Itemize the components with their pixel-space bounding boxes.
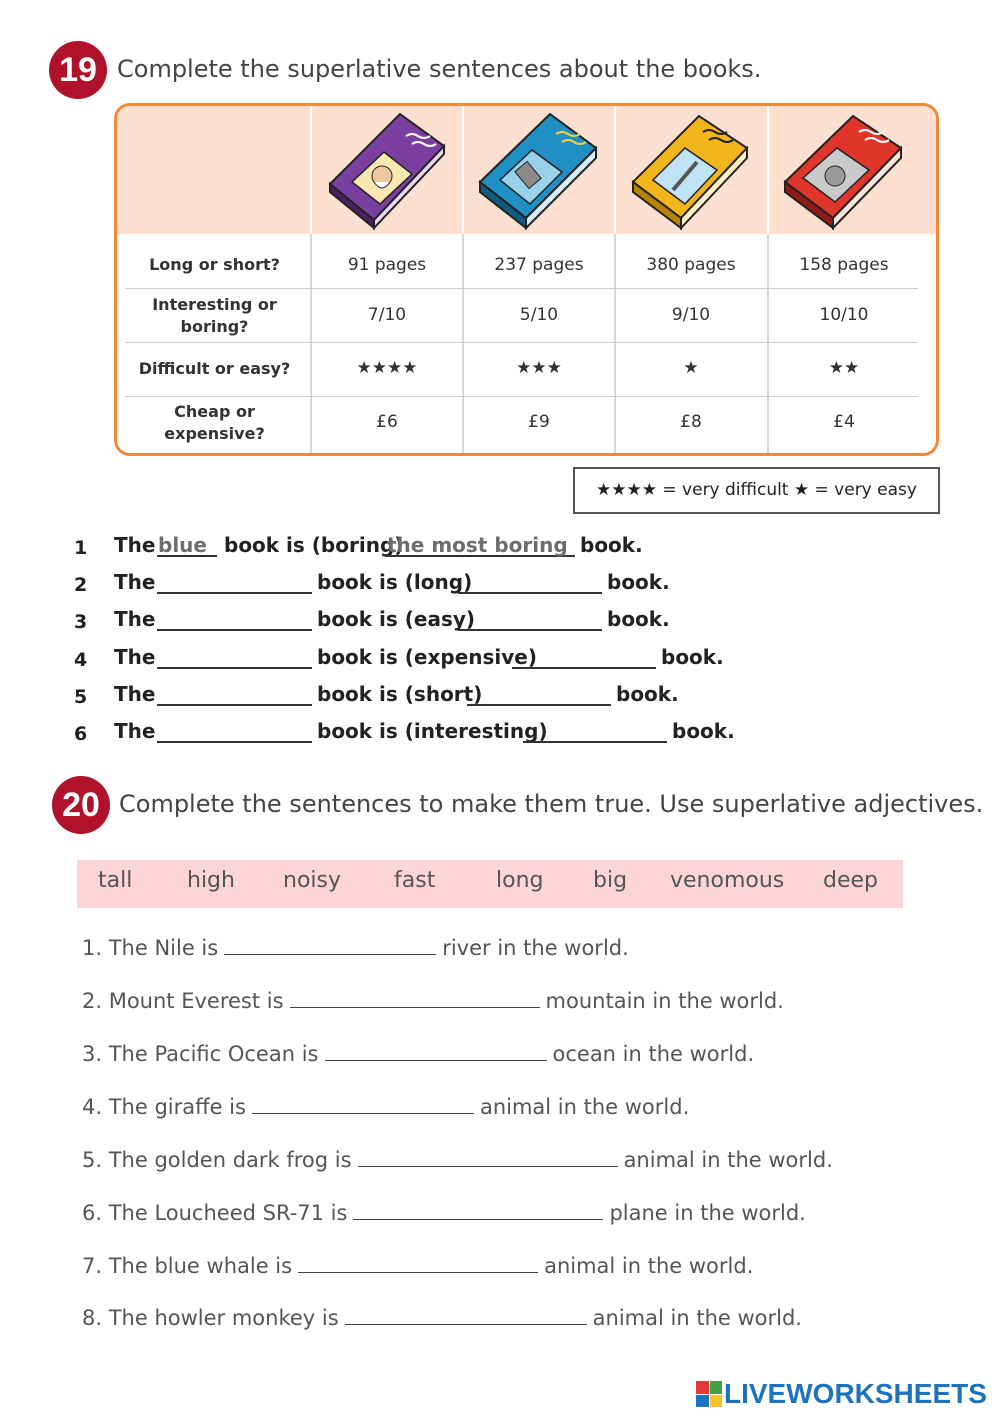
question-the: The	[114, 607, 156, 631]
sentence-end: mountain in the world.	[545, 989, 784, 1013]
cell-blue-price: £9	[528, 412, 550, 432]
sentence-end: river in the world.	[442, 936, 629, 960]
question-19-2	[74, 570, 774, 600]
cell-red-rating: 10/10	[819, 305, 869, 325]
sentence-20-2	[82, 988, 784, 1013]
cell-purple-pages: 91 pages	[347, 255, 427, 275]
row-label-price: Cheap or expensive?	[164, 402, 265, 443]
purple-book-illustration	[322, 112, 450, 230]
word-bank-item: venomous	[670, 868, 785, 893]
question-end: book.	[616, 682, 679, 706]
row-divider	[125, 396, 918, 397]
sentence-start: 7. The blue whale is	[82, 1254, 293, 1278]
question-number: 2	[74, 574, 88, 596]
book-colour-input[interactable]	[157, 719, 312, 743]
word-bank	[77, 860, 903, 908]
sentence-start: 6. The Loucheed SR-71 is	[82, 1201, 348, 1225]
answer-input[interactable]	[358, 1147, 618, 1167]
cell-blue-rating: 5/10	[519, 305, 559, 325]
cell-red-price: £4	[833, 412, 855, 432]
sentence-20-6	[82, 1200, 806, 1225]
sentence-end: animal in the world.	[623, 1148, 833, 1172]
superlative-input[interactable]	[523, 719, 667, 743]
exercise-19-instruction: Complete the superlative sentences about the books.	[117, 55, 762, 83]
question-middle: book is (easy)	[317, 607, 476, 631]
word-bank-item: noisy	[283, 868, 341, 893]
row-divider	[125, 288, 918, 289]
question-19-5	[74, 682, 774, 712]
question-the: The	[114, 570, 156, 594]
word-bank-item: fast	[394, 868, 436, 893]
word-bank-item: tall	[98, 868, 133, 893]
cell-yellow-pages: 380 pages	[646, 255, 736, 275]
question-19-4	[74, 645, 794, 675]
superlative-input[interactable]	[512, 645, 656, 669]
sentence-20-3	[82, 1041, 754, 1066]
red-book-illustration	[779, 112, 907, 230]
sentence-start: 5. The golden dark frog is	[82, 1148, 352, 1172]
sentence-20-5	[82, 1147, 833, 1172]
cell-red-difficulty: ★★	[828, 358, 860, 378]
liveworksheets-logo-icon	[696, 1381, 722, 1407]
superlative-input[interactable]	[467, 682, 611, 706]
book-colour-input[interactable]	[157, 570, 312, 594]
question-the: The	[114, 719, 156, 743]
cell-purple-rating: 7/10	[367, 305, 407, 325]
word-bank-item: big	[593, 868, 628, 893]
sentence-20-1	[82, 935, 629, 960]
blue-book-illustration	[474, 112, 602, 230]
question-middle: book is (expensive)	[317, 645, 538, 669]
sentence-20-8	[82, 1305, 802, 1330]
book-colour-input[interactable]	[157, 607, 312, 631]
row-label-interest: Interesting or boring?	[152, 295, 277, 336]
cell-blue-pages: 237 pages	[494, 255, 584, 275]
question-number: 3	[74, 611, 88, 633]
question-the: The	[114, 682, 156, 706]
question-number: 4	[74, 649, 88, 671]
sentence-start: 8. The howler monkey is	[82, 1306, 339, 1330]
answer-input[interactable]	[224, 935, 436, 955]
answer-input[interactable]	[252, 1094, 474, 1114]
answer-input[interactable]	[353, 1200, 603, 1220]
sentence-start: 3. The Pacific Ocean is	[82, 1042, 319, 1066]
superlative-input[interactable]	[458, 570, 602, 594]
row-divider	[125, 342, 918, 343]
question-middle: book is (interesting)	[317, 719, 548, 743]
row-label-length: Long or short?	[149, 255, 280, 274]
liveworksheets-logo	[696, 1380, 987, 1408]
cell-red-pages: 158 pages	[799, 255, 889, 275]
answer-input[interactable]	[290, 988, 540, 1008]
sentence-start: 2. Mount Everest is	[82, 989, 284, 1013]
exercise-20-instruction: Complete the sentences to make them true. Use superlative adjectives.	[119, 790, 984, 818]
sentence-20-4	[82, 1094, 689, 1119]
difficulty-legend: ★★★★ = very difficult ★ = very easy	[573, 467, 940, 514]
question-number: 6	[74, 723, 88, 745]
sentence-20-7	[82, 1253, 753, 1278]
row-label-difficulty: Difficult or easy?	[138, 359, 291, 378]
superlative-input[interactable]	[458, 607, 602, 631]
exercise-20-badge: 20	[52, 776, 110, 834]
question-end: book.	[672, 719, 735, 743]
book-colour-input[interactable]	[157, 645, 312, 669]
question-end: book.	[661, 645, 724, 669]
word-bank-item: deep	[823, 868, 878, 893]
question-number: 1	[74, 537, 88, 559]
sentence-end: animal in the world.	[592, 1306, 802, 1330]
cell-yellow-rating: 9/10	[671, 305, 711, 325]
sentence-start: 1. The Nile is	[82, 936, 219, 960]
sentence-end: ocean in the world.	[552, 1042, 755, 1066]
question-the: The	[114, 533, 156, 557]
question-middle: book is (long)	[317, 570, 473, 594]
cell-purple-difficulty: ★★★★	[356, 358, 418, 378]
question-end: book.	[580, 533, 643, 557]
question-end: book.	[607, 570, 670, 594]
question-the: The	[114, 645, 156, 669]
word-bank-item: high	[187, 868, 235, 893]
books-table	[114, 103, 939, 456]
answer-input[interactable]	[298, 1253, 538, 1273]
question-19-6	[74, 719, 794, 749]
cell-blue-difficulty: ★★★	[516, 358, 562, 378]
question-middle: book is (boring)	[224, 533, 404, 557]
sentence-end: plane in the world.	[609, 1201, 806, 1225]
yellow-book-illustration	[627, 112, 755, 230]
question-middle: book is (short)	[317, 682, 483, 706]
sentence-end: animal in the world.	[544, 1254, 754, 1278]
question-end: book.	[607, 607, 670, 631]
cell-purple-price: £6	[376, 412, 398, 432]
question-19-1	[74, 533, 774, 563]
question-number: 5	[74, 686, 88, 708]
answer-input[interactable]	[345, 1305, 587, 1325]
example-superlative-answer: the most boring	[387, 533, 568, 557]
sentence-start: 4. The giraffe is	[82, 1095, 246, 1119]
liveworksheets-brand: LIVEWORKSHEETS	[724, 1378, 987, 1409]
sentence-end: animal in the world.	[479, 1095, 690, 1119]
exercise-19-badge: 19	[49, 41, 107, 99]
book-colour-input[interactable]	[157, 682, 312, 706]
cell-yellow-difficulty: ★	[683, 358, 699, 378]
cell-yellow-price: £8	[680, 412, 702, 432]
example-colour-answer: blue	[158, 533, 207, 557]
answer-input[interactable]	[325, 1041, 547, 1061]
word-bank-item: long	[496, 868, 544, 893]
question-19-3	[74, 607, 774, 637]
